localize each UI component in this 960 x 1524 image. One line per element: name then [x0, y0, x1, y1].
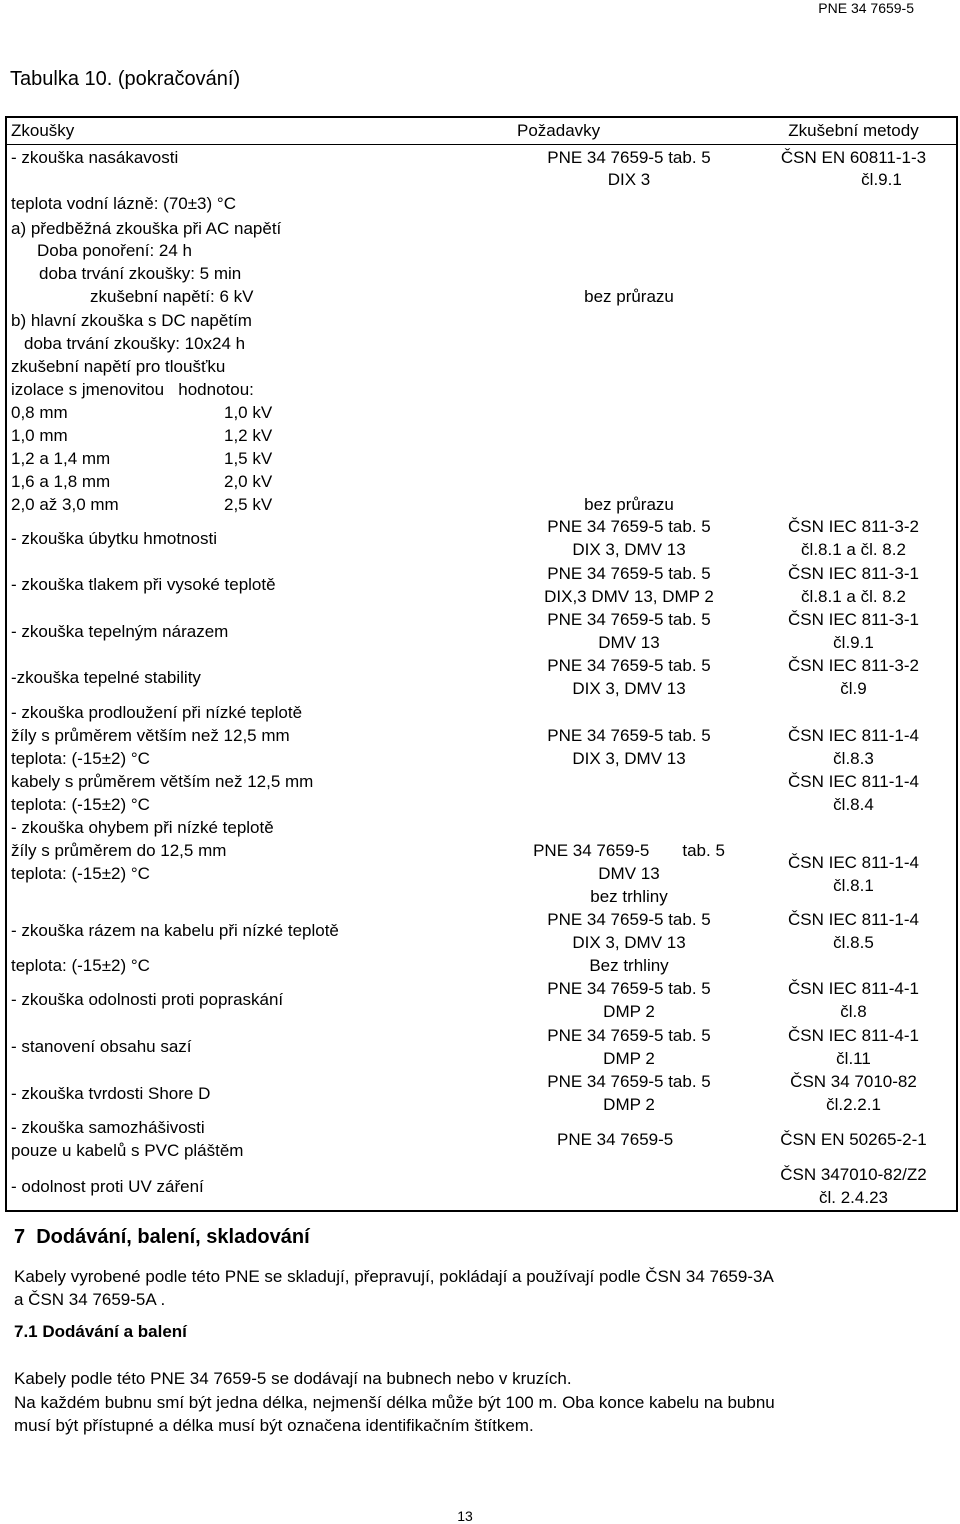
test-label: a) předběžná zkouška při AC napětí — [11, 219, 282, 238]
test-label: zkušební napětí: 6 kV — [90, 287, 254, 306]
requirement: DMP 2 — [603, 1049, 655, 1068]
requirement: PNE 34 7659-5 tab. 5 — [547, 910, 711, 929]
test-label: pouze u kabelů s PVC pláštěm — [11, 1141, 244, 1160]
test-method: ČSN EN 50265-2-1 — [780, 1130, 927, 1149]
test-method: čl.11 — [836, 1049, 871, 1068]
test-method: ČSN 34 7010-82 — [790, 1072, 917, 1091]
test-method: čl.8.1 a čl. 8.2 — [801, 587, 906, 606]
test-voltage: 1,5 kV — [224, 449, 273, 468]
page-number: 13 — [457, 1508, 473, 1524]
test-label: izolace s jmenovitou hodnotou: — [11, 380, 254, 399]
test-method: čl.2.2.1 — [826, 1095, 881, 1114]
requirement: PNE 34 7659-5 tab. 5 — [547, 979, 711, 998]
test-label: - zkouška tepelným nárazem — [11, 622, 229, 641]
test-method: čl.8.1 — [833, 876, 874, 895]
requirement: bez trhliny — [590, 887, 668, 906]
test-label: žíly s průměrem do 12,5 mm — [11, 841, 227, 860]
column-header-requirements: Požadavky — [517, 121, 601, 140]
test-label: - zkouška prodloužení při nízké teplotě — [11, 703, 303, 722]
test-label: zkušební napětí pro tloušťku — [11, 357, 226, 376]
insulation-thickness: 1,6 a 1,8 mm — [11, 472, 111, 491]
test-method: ČSN IEC 811-4-1 — [787, 979, 919, 998]
test-method: čl.8.4 — [833, 795, 874, 814]
test-method: ČSN IEC 811-3-2 — [787, 656, 919, 675]
test-method: čl.9.1 — [833, 633, 874, 652]
test-label: teplota vodní lázně: (70±3) °C — [11, 194, 236, 213]
test-label: teplota: (-15±2) °C — [11, 864, 150, 883]
requirement: PNE 34 7659-5 tab. 5 — [547, 610, 711, 629]
requirement: PNE 34 7659-5 tab. 5 — [547, 1026, 711, 1045]
test-label: - zkouška odolnosti proti popraskání — [11, 990, 284, 1009]
table-title: Tabulka 10. (pokračování) — [10, 68, 241, 90]
paragraph-line: a ČSN 34 7659-5A . — [14, 1290, 166, 1309]
test-label: - zkouška úbytku hmotnosti — [11, 529, 217, 548]
paragraph-line: musí být přístupné a délka musí být označena identifikačním štítkem. — [14, 1416, 534, 1435]
section-heading: 7 Dodávání, balení, skladování — [14, 1226, 310, 1248]
test-label: teplota: (-15±2) °C — [11, 956, 150, 975]
test-label: teplota: (-15±2) °C — [11, 795, 150, 814]
column-header-tests: Zkoušky — [11, 121, 75, 140]
requirement: PNE 34 7659-5 tab. 5 — [547, 564, 711, 583]
test-method: ČSN IEC 811-3-1 — [787, 564, 919, 583]
insulation-thickness: 1,2 a 1,4 mm — [11, 449, 111, 468]
requirement: DMV 13 — [598, 633, 660, 652]
requirement: PNE 34 7659-5 tab. 5 — [547, 1072, 711, 1091]
column-header-methods: Zkušební metody — [788, 121, 919, 140]
requirement: PNE 34 7659-5 tab. 5 — [547, 517, 711, 536]
requirement: DIX 3, DMV 13 — [572, 679, 686, 698]
test-method: čl.9 — [840, 679, 867, 698]
test-method: ČSN IEC 811-1-4 — [787, 853, 919, 872]
test-method: ČSN IEC 811-1-4 — [787, 726, 919, 745]
subsection-heading: 7.1 Dodávání a balení — [14, 1322, 187, 1341]
test-method: ČSN IEC 811-1-4 — [787, 910, 919, 929]
test-label: žíly s průměrem větším než 12,5 mm — [11, 726, 290, 745]
test-label: - odolnost proti UV záření — [11, 1177, 204, 1196]
requirement: DIX 3, DMV 13 — [572, 933, 686, 952]
test-label: - zkouška tvrdosti Shore D — [11, 1084, 211, 1103]
requirement: DMP 2 — [603, 1002, 655, 1021]
test-method: čl.8.3 — [833, 749, 874, 768]
requirement: PNE 34 7659-5 tab. 5 — [547, 726, 711, 745]
requirement: DIX 3 — [607, 170, 651, 189]
requirement: bez průrazu — [584, 287, 674, 306]
test-label: - zkouška nasákavosti — [11, 148, 179, 167]
test-label: b) hlavní zkouška s DC napětím — [11, 311, 252, 330]
requirement: DMV 13 — [598, 864, 660, 883]
test-label: teplota: (-15±2) °C — [11, 749, 150, 768]
test-voltage: 1,2 kV — [224, 426, 273, 445]
test-method: čl.8.5 — [833, 933, 874, 952]
test-method: ČSN EN 60811-1-3 — [780, 148, 927, 167]
insulation-thickness: 0,8 mm — [11, 403, 68, 422]
test-method: ČSN IEC 811-4-1 — [787, 1026, 919, 1045]
document-code: PNE 34 7659-5 — [818, 0, 914, 16]
insulation-thickness: 2,0 až 3,0 mm — [11, 495, 119, 514]
test-method: ČSN IEC 811-3-2 — [787, 517, 919, 536]
header-divider — [7, 144, 956, 145]
test-method: čl.9.1 — [861, 170, 902, 189]
test-label: - zkouška ohybem při nízké teplotě — [11, 818, 274, 837]
test-voltage: 2,5 kV — [224, 495, 273, 514]
test-label: - zkouška samozhášivosti — [11, 1118, 205, 1137]
test-label: Doba ponoření: 24 h — [37, 241, 193, 260]
test-label: kabely s průměrem větším než 12,5 mm — [11, 772, 314, 791]
test-label: -zkouška tepelné stability — [11, 668, 201, 687]
test-label: - stanovení obsahu sazí — [11, 1037, 192, 1056]
test-label: doba trvání zkoušky: 5 min — [39, 264, 242, 283]
test-method: čl. 2.4.23 — [819, 1188, 888, 1207]
requirement: PNE 34 7659-5 tab. 5 — [533, 841, 725, 860]
requirement: PNE 34 7659-5 — [557, 1130, 674, 1149]
requirement: DIX,3 DMV 13, DMP 2 — [544, 587, 714, 606]
test-method: ČSN IEC 811-3-1 — [787, 610, 919, 629]
test-requirements-table — [5, 116, 958, 1212]
requirement: PNE 34 7659-5 tab. 5 — [547, 148, 711, 167]
requirement: Bez trhliny — [589, 956, 669, 975]
insulation-thickness: 1,0 mm — [11, 426, 68, 445]
paragraph-line: Kabely podle této PNE 34 7659-5 se dodávají na bubnech nebo v kruzích. — [14, 1369, 572, 1388]
requirement: bez průrazu — [584, 495, 674, 514]
requirement: DMP 2 — [603, 1095, 655, 1114]
test-label: doba trvání zkoušky: 10x24 h — [24, 334, 246, 353]
requirement: DIX 3, DMV 13 — [572, 749, 686, 768]
test-label: - zkouška rázem na kabelu při nízké teplotě — [11, 921, 339, 940]
paragraph-line: Kabely vyrobené podle této PNE se skladují, přepravují, pokládají a používají podle ČSN 34 7659-3A — [14, 1267, 774, 1286]
test-voltage: 2,0 kV — [224, 472, 273, 491]
requirement: DIX 3, DMV 13 — [572, 540, 686, 559]
test-method: čl.8.1 a čl. 8.2 — [801, 540, 906, 559]
test-label: - zkouška tlakem při vysoké teplotě — [11, 575, 276, 594]
requirement: PNE 34 7659-5 tab. 5 — [547, 656, 711, 675]
test-method: čl.8 — [840, 1002, 867, 1021]
paragraph-line: Na každém bubnu smí být jedna délka, nejmenší délka může být 100 m. Oba konce kabelu na bubnu — [14, 1393, 775, 1412]
test-method: ČSN IEC 811-1-4 — [787, 772, 919, 791]
test-voltage: 1,0 kV — [224, 403, 273, 422]
test-method: ČSN 347010-82/Z2 — [780, 1165, 927, 1184]
